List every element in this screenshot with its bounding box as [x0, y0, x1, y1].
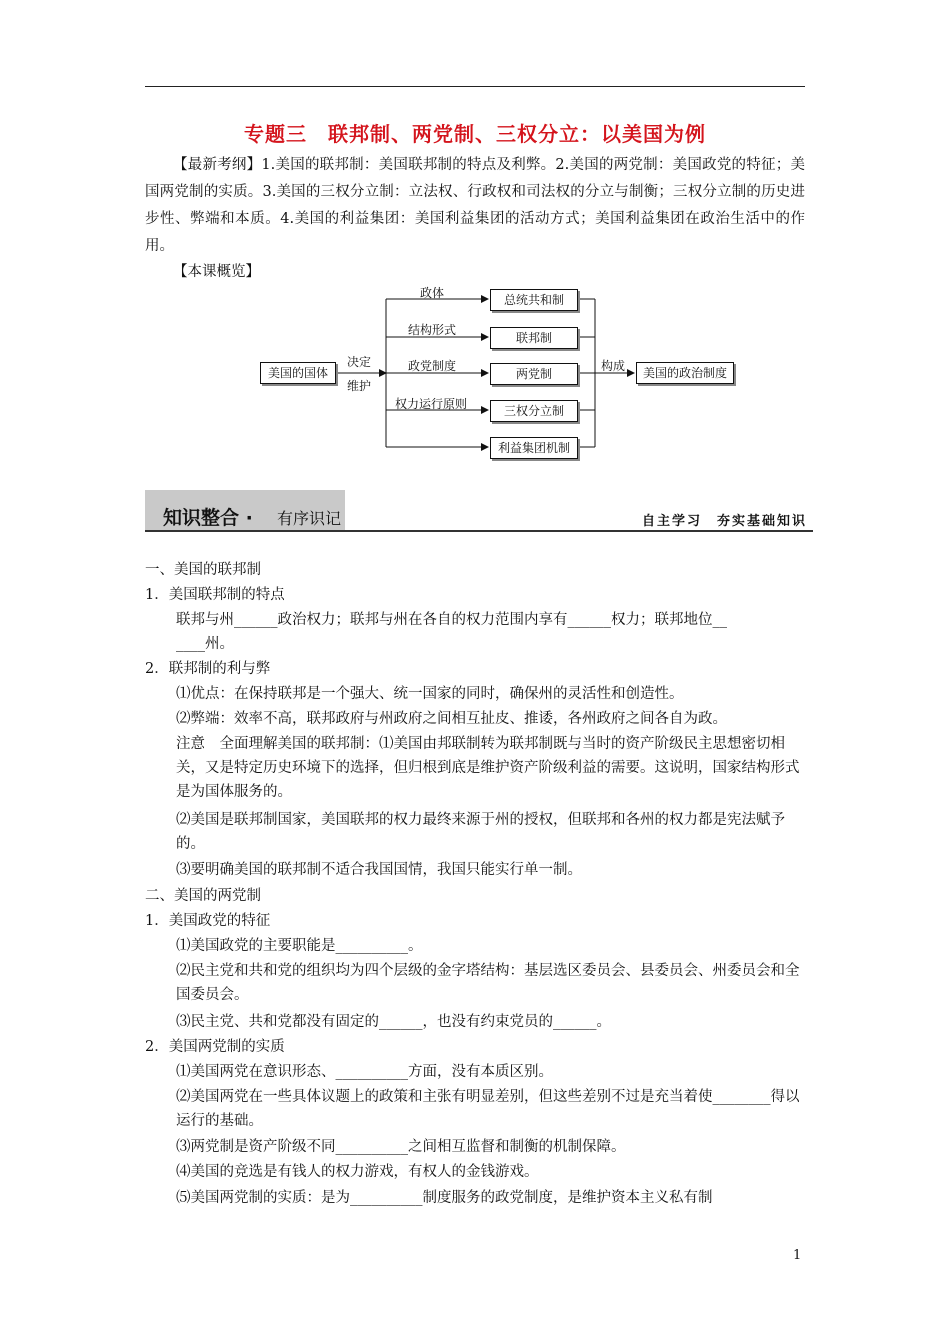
banner-right-text: 自主学习 夯实基础知识 [641, 514, 807, 529]
diagram-box-political-system: 美国的政治制度 [636, 362, 734, 384]
diagram-box-separation: 三权分立制 [490, 400, 578, 422]
overview-diagram [0, 0, 950, 470]
body-line: ⑶两党制是资产阶级不同__________之间相互监督和制衡的机制保障。 [176, 1139, 626, 1155]
body-line: ⑵弊端：效率不高，联邦政府与州政府之间相互扯皮、推诿，各州政府之间各自为政。 [176, 711, 727, 727]
diagram-box-presidential-republic: 总统共和制 [490, 289, 578, 311]
banner-rule [145, 530, 813, 532]
body-line: ⑷美国的竞选是有钱人的权力游戏，有权人的金钱游戏。 [176, 1164, 539, 1180]
page-number: 1 [793, 1248, 802, 1263]
section-heading: 二、美国的两党制 [145, 888, 261, 904]
diagram-box-federal: 联邦制 [490, 327, 578, 349]
diagram-label-compose: 构成 [601, 359, 626, 373]
diagram-box-state-system: 美国的国体 [260, 362, 336, 384]
page-title: 专题三 联邦制、两党制、三权分立：以美国为例 [244, 122, 706, 146]
diagram-branch-label: 政党制度 [408, 359, 457, 373]
syllabus-text: 1.美国的联邦制：美国联邦制的特点及利弊。2.美国的两党制：美国政党的特征；美国两党制的实质。3.美国的三权分立制：立法权、行政权和司法权的分立与制衡；三权分立制的历史进步性、弊端和本质。4.美国的利益集团：美国利益集团的活动方式；美国利益集团在政治生活中的作用。 [145, 157, 805, 254]
body-line: ⑴美国两党在意识形态、__________方面，没有本质区别。 [176, 1064, 553, 1080]
body-line: ____州。 [176, 636, 234, 652]
body-line: ⑶要明确美国的联邦制不适合我国国情，我国只能实行单一制。 [176, 862, 582, 878]
body-line: ⑴美国政党的主要职能是__________。 [176, 938, 423, 954]
body-line: 联邦与州______政治权力；联邦与州在各自的权力范围内享有______权力；联邦地位__ [176, 612, 727, 628]
body-line: ⑴优点：在保持联邦是一个强大、统一国家的同时，确保州的灵活性和创造性。 [176, 686, 684, 702]
overview-label: 【本课概览】 [173, 264, 260, 280]
diagram-label-maintain: 维护 [347, 379, 372, 393]
banner-title: 知识整合 · [163, 507, 253, 529]
body-line: ⑸美国两党制的实质：是为__________制度服务的政党制度，是维护资本主义私有制 [176, 1190, 713, 1206]
section-heading: 一、美国的联邦制 [145, 562, 261, 578]
diagram-branch-label: 权力运行原则 [395, 397, 468, 411]
body-paragraph: ⑵民主党和共和党的组织均为四个层级的金字塔结构：基层选区委员会、县委员会、州委员会和全国委员会。 [176, 963, 800, 1003]
banner-subtitle: 有序识记 [277, 509, 342, 528]
diagram-box-two-party: 两党制 [490, 363, 578, 385]
note-paragraph: ⑵美国是联邦制国家，美国联邦的权力最终来源于州的授权，但联邦和各州的权力都是宪法赋予的。 [176, 812, 785, 852]
body-line: ⑶民主党、共和党都没有固定的______，也没有约束党员的______。 [176, 1014, 611, 1030]
diagram-branch-label: 结构形式 [408, 323, 457, 337]
diagram-branch-label: 政体 [420, 286, 445, 300]
subsection-heading: 1．美国联邦制的特点 [145, 587, 285, 603]
note-paragraph: 注意 全面理解美国的联邦制：⑴美国由邦联制转为联邦制既与当时的资产阶级民主思想密切相关，又是特定历史环境下的选择，但归根到底是维护资产阶级利益的需要。这说明，国家结构形式是为国体服务的。 [176, 736, 800, 800]
subsection-heading: 2．美国两党制的实质 [145, 1039, 285, 1055]
subsection-heading: 1．美国政党的特征 [145, 913, 271, 929]
syllabus-tag: 【最新考纲】 [173, 157, 262, 173]
subsection-heading: 2．联邦制的利与弊 [145, 661, 271, 677]
body-paragraph: ⑵美国两党在一些具体议题上的政策和主张有明显差别，但这些差别不过是充当着使________得以运行的基础。 [176, 1089, 800, 1129]
section-banner [145, 490, 813, 534]
diagram-label-decide: 决定 [347, 355, 372, 369]
diagram-box-interest-groups: 利益集团机制 [490, 437, 578, 459]
